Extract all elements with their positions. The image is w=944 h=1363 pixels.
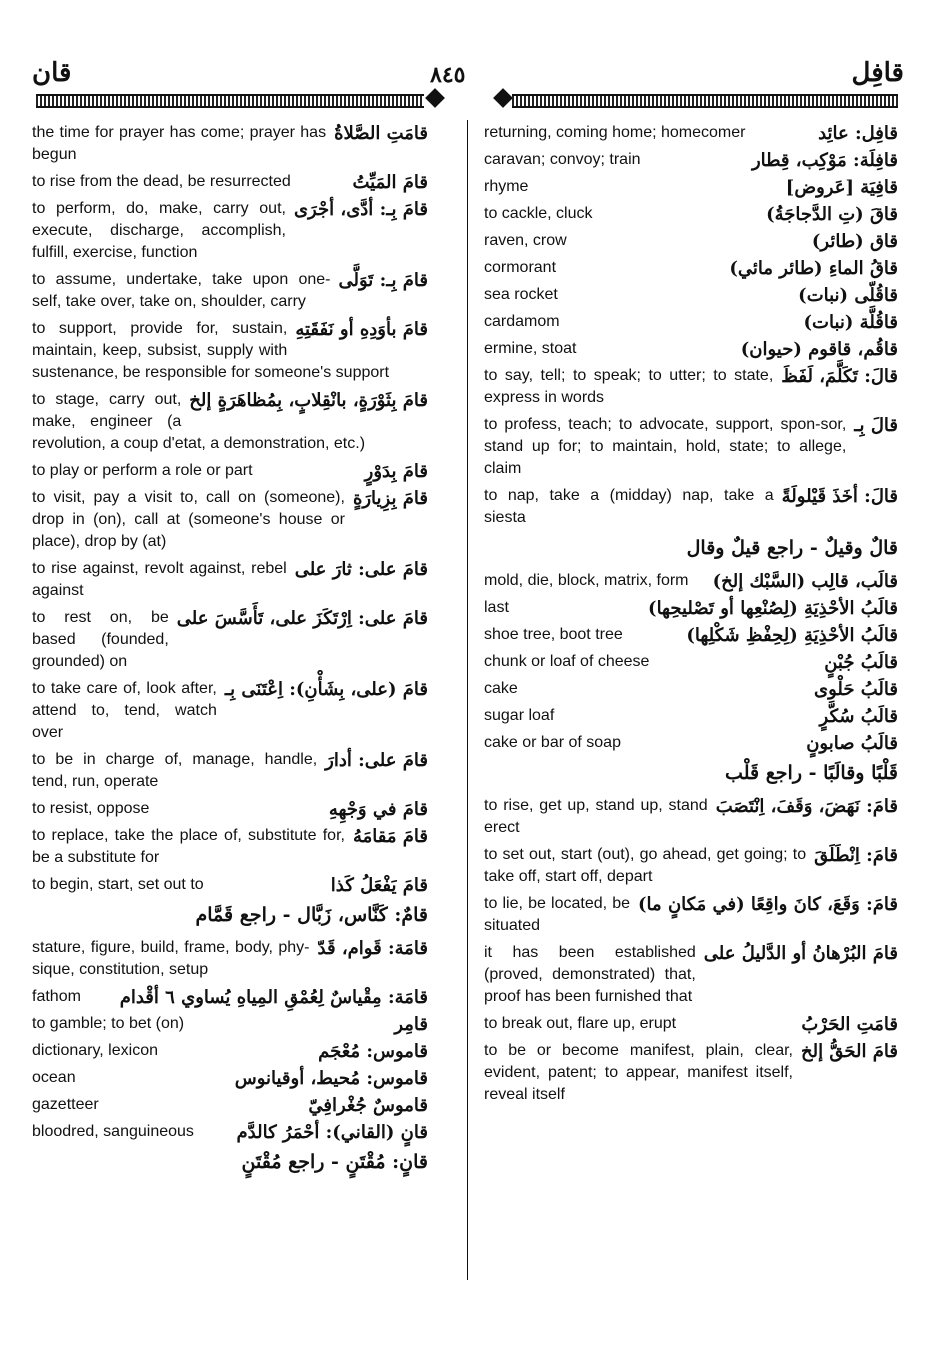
english-definition: caravan; convoy; train — [484, 151, 641, 168]
english-definition: to be in charge of, manage, handle, tend, run, operate — [32, 751, 318, 790]
dictionary-entry — [484, 705, 898, 727]
arabic-term: قاموسٌ جُغْرافِيّ — [308, 1095, 428, 1116]
dictionary-headword-line: قَلْبًا وقالَبًا - راجع قَلْب — [725, 762, 898, 784]
english-definition: returning, coming home; homecomer — [484, 124, 746, 141]
left-column — [32, 122, 428, 1184]
arabic-term: قافِلَة: مَوْكِب، قِطار — [751, 150, 898, 171]
dictionary-entry — [32, 986, 428, 1008]
english-definition: shoe tree, boot tree — [484, 626, 623, 643]
english-definition: ermine, stoat — [484, 340, 577, 357]
dictionary-headword-line: قالٌ وقيلٌ - راجع قيلٌ وقال — [686, 537, 898, 559]
dictionary-entry — [32, 1013, 428, 1035]
english-definition: to begin, start, set out to — [32, 876, 204, 893]
english-definition: to lie, be located, be situated — [484, 895, 631, 934]
english-definition: to resist, oppose — [32, 800, 150, 817]
arabic-term: قامَ على: ثارَ على — [294, 559, 428, 580]
arabic-term: قامَ بِدَوْرٍ — [364, 461, 428, 482]
arabic-term: قامَ بِـ: أدَّى، أجْرَى — [293, 199, 428, 220]
english-definition: to be or become manifest, plain, clear, evident, patent; to appear, manifest itself, reveal itself — [484, 1042, 793, 1103]
arabic-term: قامَة: مِقْياسٌ لِعُمْقِ المِياهِ يُساوي ٦ أقْدام — [119, 987, 428, 1008]
dictionary-entry — [484, 149, 898, 171]
arabic-term: قامَ على: أدارَ — [325, 750, 428, 771]
dictionary-entry — [32, 678, 428, 744]
dictionary-entry — [484, 651, 898, 673]
dictionary-entry — [32, 798, 428, 820]
arabic-term: قالَ بِـ — [854, 415, 898, 436]
dictionary-entry — [32, 1067, 428, 1089]
dictionary-entry — [484, 942, 898, 1008]
dictionary-entry — [32, 749, 428, 793]
dictionary-entry — [32, 318, 428, 384]
dictionary-entry — [484, 1040, 898, 1106]
english-definition: to rise from the dead, be resurrected — [32, 173, 291, 190]
english-definition: to play or perform a role or part — [32, 462, 253, 479]
english-definition: to support, provide for, sustain, maintain, keep, subsist, supply with sustenance, be responsible for someone's support — [32, 320, 390, 381]
dictionary-entry — [484, 893, 898, 937]
english-definition: to set out, start (out), go ahead, get going; to take off, start off, depart — [484, 846, 807, 885]
arabic-term: قافِل: عائِد — [818, 123, 898, 144]
english-definition: dictionary, lexicon — [32, 1042, 158, 1059]
english-definition: it has been established (proved, demonstrated) that, proof has been furnished that — [484, 944, 696, 1005]
arabic-term: قالَبُ صابونٍ — [806, 733, 898, 754]
arabic-term: قامَ المَيِّتُ — [352, 172, 428, 193]
dictionary-headword-line: قامٌ: كَنَّاس، زَبَّال - راجع قَمَّام — [195, 904, 428, 926]
dictionary-entry — [32, 874, 428, 896]
arabic-term: قامِر — [394, 1014, 428, 1035]
arabic-term: قافِيَة [عَروض] — [785, 177, 898, 198]
arabic-term: قاموس: مُعْجَم — [318, 1041, 428, 1062]
english-definition: ocean — [32, 1069, 76, 1086]
english-definition: raven, crow — [484, 232, 567, 249]
dictionary-entry — [32, 607, 428, 673]
arabic-term: قامَ يَفْعَلُ كَذا — [330, 875, 428, 896]
dictionary-entry — [484, 311, 898, 333]
english-definition: to perform, do, make, carry out, execute, discharge, accomplish, fulfill, exercise, function — [32, 200, 286, 261]
english-definition: to break out, flare up, erupt — [484, 1015, 677, 1032]
english-definition: to say, tell; to speak; to utter; to state, express in words — [484, 367, 774, 406]
arabic-term: قامَتِ الصَّلاةُ — [334, 123, 428, 144]
english-definition: cormorant — [484, 259, 557, 276]
arabic-term: قامَتِ الحَرْبُ — [801, 1014, 898, 1035]
dictionary-entry — [484, 844, 898, 888]
ornament-bar-left — [36, 94, 424, 108]
dictionary-entry — [32, 269, 428, 313]
ornament-diamond-left — [425, 88, 445, 108]
arabic-term: قامَ بِثَوْرَةٍ، بانْقِلابٍ، بِمُظاهَرَةٍ إلخ — [189, 390, 428, 411]
arabic-term: قالَ: أخَذَ قَيْلولَةً — [781, 486, 898, 507]
arabic-term: قالَبُ جُبْنٍ — [824, 652, 898, 673]
english-definition: rhyme — [484, 178, 529, 195]
arabic-term: قامَ الحَقُّ إلخ — [801, 1041, 898, 1062]
english-definition: to profess, teach; to advocate, support, spon-sor, stand up for; to maintain, hold, state; to allege, claim — [484, 416, 847, 477]
english-definition: sugar loaf — [484, 707, 555, 724]
dictionary-entry — [484, 678, 898, 700]
arabic-term: قامَ بِـ: تَوَلَّى — [338, 270, 428, 291]
arabic-term: قالَبُ حَلْوى — [814, 679, 898, 700]
page-number: ٨٤٥ — [430, 62, 466, 88]
dictionary-entry — [484, 122, 898, 144]
arabic-term: قاقُلّى (نبات) — [798, 285, 898, 306]
english-definition: mold, die, block, matrix, form — [484, 572, 689, 589]
arabic-term: قاقَ (تِ الدَّجاجَةُ) — [766, 204, 898, 225]
dictionary-entry — [32, 825, 428, 869]
arabic-term: قاقُم، قاقوم (حيوان) — [740, 339, 898, 360]
english-definition: cake — [484, 680, 518, 697]
english-definition: to visit, pay a visit to, call on (someone), drop in (on), call at (someone's house or place), drop by (at) — [32, 489, 345, 550]
english-definition: to rise, get up, stand up, stand erect — [484, 797, 708, 836]
dictionary-headword-line: قانٍ: مُقْتَنٍ - راجع مُقْتَنٍ — [241, 1151, 428, 1173]
arabic-term: قامَ: اِنْطَلَقَ — [814, 845, 898, 866]
dictionary-entry — [32, 1121, 428, 1143]
arabic-term: قامَة: قَوام، قَدّ — [317, 938, 428, 959]
arabic-term: قامَ: وَقَعَ، كانَ واقِعًا (في مَكانٍ ما) — [638, 894, 898, 915]
arabic-term: قامَ البُرْهانُ أو الدَّليلُ على — [703, 943, 898, 964]
dictionary-entry — [32, 558, 428, 602]
english-definition: to replace, take the place of, substitute for, be a substitute for — [32, 827, 345, 866]
arabic-term: قاق (طائر) — [811, 231, 898, 252]
ornament-bar-right — [512, 94, 898, 108]
arabic-term: قامَ (على، بِشَأْنِ): اِعْتَنَى بِـ — [224, 679, 428, 700]
english-definition: cardamom — [484, 313, 560, 330]
dictionary-entry — [32, 460, 428, 482]
dictionary-entry — [32, 171, 428, 193]
dictionary-entry — [484, 1013, 898, 1035]
arabic-term: قامَ بِزِيارَةٍ — [352, 488, 428, 509]
dictionary-entry — [32, 1094, 428, 1116]
dictionary-entry — [484, 203, 898, 225]
arabic-term: قامَ على: اِرْتَكَزَ على، تَأَسَّسَ على — [176, 608, 428, 629]
english-definition: bloodred, sanguineous — [32, 1123, 194, 1140]
english-definition: chunk or loaf of cheese — [484, 653, 650, 670]
dictionary-entry — [484, 284, 898, 306]
english-definition: to rest on, be based (founded, grounded) on — [32, 609, 169, 670]
header-left-word: قان — [32, 58, 72, 88]
english-definition: cake or bar of soap — [484, 734, 621, 751]
arabic-term: قالَ: تَكَلَّمَ، لَفَظَ — [781, 366, 898, 387]
dictionary-entry — [484, 176, 898, 198]
english-definition: last — [484, 599, 509, 616]
english-definition: sea rocket — [484, 286, 558, 303]
arabic-term: قانٍ (القاني): أحْمَرُ كالدَّم — [236, 1122, 428, 1143]
dictionary-entry — [484, 732, 898, 754]
dictionary-entry — [484, 257, 898, 279]
english-definition: fathom — [32, 988, 81, 1005]
arabic-term: قالَبُ الأحْذِيَةِ (لِصُنْعِها أو تَصْليحِها) — [648, 598, 898, 619]
english-definition: to take care of, look after, attend to, tend, watch over — [32, 680, 217, 741]
dictionary-entry — [484, 338, 898, 360]
dictionary-entry — [484, 485, 898, 529]
arabic-term: قالَب، قالِب (السَّبْك إلخ) — [712, 571, 898, 592]
english-definition: to nap, take a (midday) nap, take a siesta — [484, 487, 774, 526]
column-divider — [467, 120, 468, 1280]
arabic-term: قامَ: نَهَضَ، وَقَفَ، اِنْتَصَبَ — [715, 796, 898, 817]
dictionary-entry — [32, 1040, 428, 1062]
english-definition: stature, figure, build, frame, body, phy-sique, constitution, setup — [32, 939, 310, 978]
arabic-term: قالَبُ سُكَّرٍ — [819, 706, 898, 727]
header-right-word: قافِل — [851, 58, 904, 88]
english-definition: to stage, carry out, make, engineer (a revolution, a coup d'etat, a demonstration, etc.) — [32, 391, 366, 452]
arabic-term: قامَ بأوَدِهِ أو نَفَقَتِهِ — [295, 319, 428, 340]
dictionary-entry — [484, 795, 898, 839]
arabic-term: قامَ في وَجْهِهِ — [328, 799, 428, 820]
dictionary-entry — [484, 570, 898, 592]
dictionary-entry — [484, 597, 898, 619]
arabic-term: قاموس: مُحيط، أوقيانوس — [234, 1068, 428, 1089]
dictionary-entry — [32, 122, 428, 166]
dictionary-entry — [32, 937, 428, 981]
right-column — [484, 122, 898, 1111]
dictionary-entry — [484, 414, 898, 480]
english-definition: the time for prayer has come; prayer has begun — [32, 124, 327, 163]
dictionary-entry — [484, 365, 898, 409]
dictionary-entry — [32, 389, 428, 455]
arabic-term: قالَبُ الأحْذِيَةِ (لِحِفْظِ شَكْلِها) — [686, 625, 898, 646]
dictionary-entry — [484, 624, 898, 646]
english-definition: to assume, undertake, take upon one-self, take over, take on, shoulder, carry — [32, 271, 331, 310]
english-definition: gazetteer — [32, 1096, 99, 1113]
dictionary-entry — [32, 198, 428, 264]
english-definition: to cackle, cluck — [484, 205, 593, 222]
english-definition: to rise against, revolt against, rebel against — [32, 560, 287, 599]
arabic-term: قامَ مَقامَهُ — [352, 826, 428, 847]
ornament-diamond-right — [493, 88, 513, 108]
dictionary-entry — [484, 230, 898, 252]
arabic-term: قاقُ الماءِ (طائر مائي) — [729, 258, 898, 279]
dictionary-entry — [32, 487, 428, 553]
arabic-term: قاقُلَّة (نبات) — [803, 312, 898, 333]
english-definition: to gamble; to bet (on) — [32, 1015, 185, 1032]
